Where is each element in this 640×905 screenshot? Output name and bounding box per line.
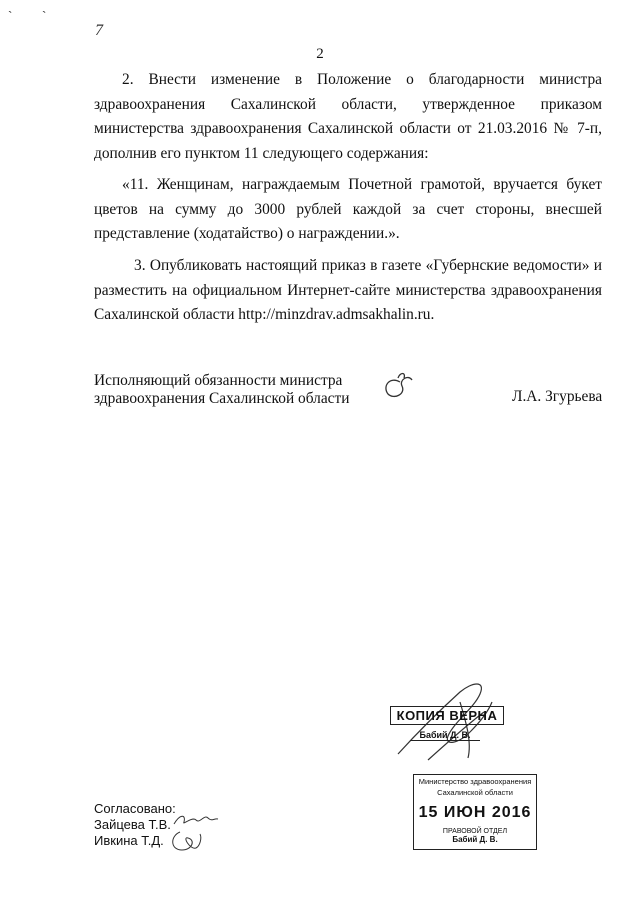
signature-scribble-icon <box>378 368 418 404</box>
paragraph-item-3: 3. Опубликовать настоящий приказ в газете «Губернские ведомости» и разместить на официальном Интернет-сайте министерства здравоохранения Сахалинской области http://minzdrav.admsakhalin.ru. <box>94 256 602 324</box>
corner-mark: ` <box>42 8 47 23</box>
signatory-position-line1: Исполняющий обязанности министра <box>94 372 343 389</box>
signatory-position-line2: здравоохранения Сахалинской области <box>94 390 350 407</box>
approver-2-signature-icon <box>166 828 206 854</box>
approver-2: Ивкина Т.Д. <box>94 833 164 848</box>
corner-mark: 7 <box>95 22 103 39</box>
stamp-signer: Бабий Д. В. <box>452 835 498 844</box>
page-number: 2 <box>316 46 324 62</box>
copy-certified-stamp <box>390 706 504 741</box>
stamp-department: ПРАВОВОЙ ОТДЕЛ <box>442 828 508 835</box>
approver-1-signature-icon <box>172 810 220 828</box>
paragraph-item-2: 2. Внести изменение в Положение о благодарности министра здравоохранения Сахалинской области, утвержденное приказом министерства здравоохранения Сахалинской области от 21.03.2016 № 7-п, дополнив его пунктом 11 следующего содержания: <box>94 71 602 163</box>
approval-block <box>94 801 176 849</box>
registration-date-stamp <box>413 774 537 850</box>
copy-certified-text: КОПИЯ ВЕРНА <box>390 706 504 725</box>
approver-1: Зайцева Т.В. <box>94 817 171 832</box>
stamp-org-line2: Сахалинской области <box>437 788 513 797</box>
stamp-org-line1: Министерство здравоохранения <box>418 777 532 786</box>
signatory-name: Л.А. Згурьева <box>512 388 603 405</box>
approval-label: Согласовано: <box>94 801 176 816</box>
document-body <box>94 68 602 328</box>
paragraph-quote-11: «11. Женщинам, награждаемым Почетной грамотой, вручается букет цветов на сумму до 3000 рублей каждой за счет стороны, внесшей представление (ходатайство) о награждении.». <box>94 175 602 243</box>
stamp-date: 15 ИЮН 2016 <box>418 804 532 821</box>
copy-certified-signer: Бабий Д. В. <box>410 730 480 741</box>
signatory-position <box>94 372 349 408</box>
corner-mark: ` <box>8 8 13 23</box>
